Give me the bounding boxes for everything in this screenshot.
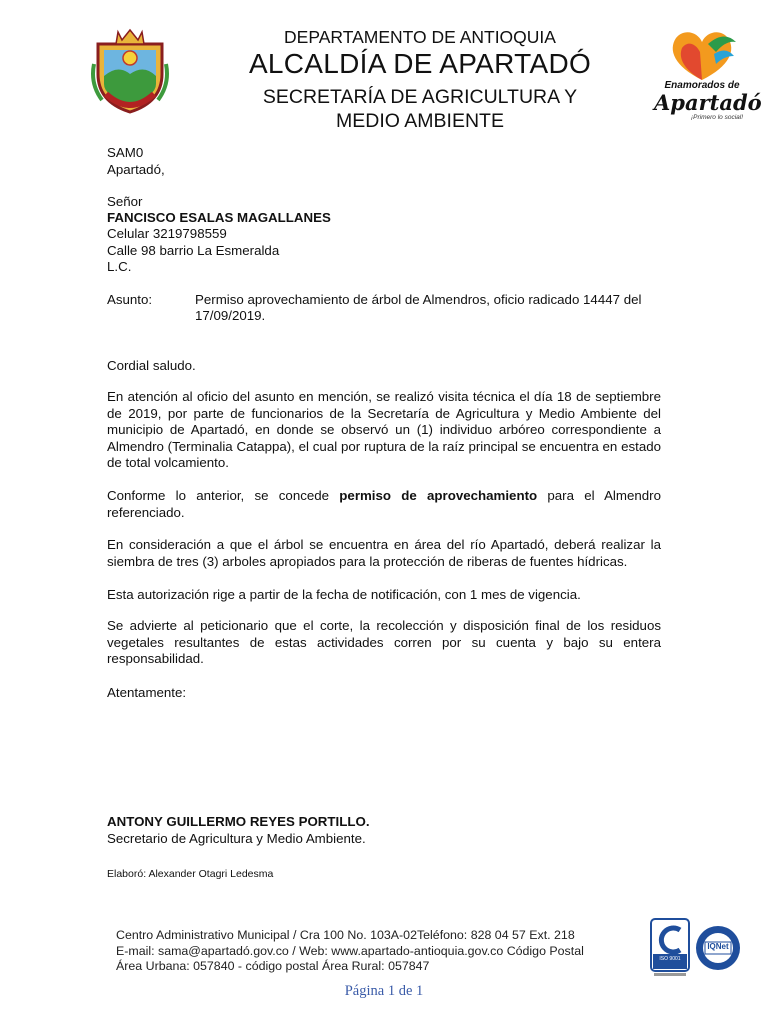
recipient-address: Calle 98 barrio La Esmeralda — [107, 243, 280, 258]
subject-label: Asunto: — [107, 292, 153, 307]
signer-name: ANTONY GUILLERMO REYES PORTILLO. — [107, 814, 370, 829]
page-number: Página 1 de 1 — [344, 983, 424, 999]
paragraph-permission-bold: permiso de aprovechamiento — [339, 488, 538, 503]
footer-line2: E-mail: sama@apartadó.gov.co / Web: www.apartado-antioquia.gov.co Código Postal — [116, 943, 584, 958]
paragraph-permission-after: para el Almendro referenciado. — [107, 488, 661, 520]
header-secretariat-line2: MEDIO AMBIENTE — [336, 110, 504, 132]
subject-line1: Permiso aprovechamiento de árbol de Almendros, oficio radicado 14447 del — [195, 292, 642, 307]
prepared-by: Elaboró: Alexander Otagri Ledesma — [107, 868, 274, 880]
subject-line2: 17/09/2019. — [195, 308, 266, 323]
signer-title: Secretario de Agricultura y Medio Ambiente. — [107, 831, 366, 846]
heart-logo-icon — [654, 26, 750, 82]
letter-reference: SAM0 — [107, 145, 144, 160]
recipient-city: L.C. — [107, 259, 132, 274]
municipal-coat-of-arms — [88, 24, 172, 116]
paragraph-permission — [107, 488, 661, 521]
header-mayor-office: ALCALDÍA DE APARTADÓ — [248, 48, 592, 79]
paragraph-permission-before: Conforme lo anterior, se concede — [107, 488, 340, 503]
logo-slogan-sub: ¡Primero lo social! — [690, 114, 743, 121]
enamorados-de-apartado-logo — [654, 26, 762, 126]
icontec-certification-logo — [650, 918, 690, 980]
header-secretariat-line1: SECRETARÍA DE AGRICULTURA Y — [262, 86, 578, 108]
header-department: DEPARTAMENTO DE ANTIOQUIA — [284, 27, 556, 47]
paragraph-validity: Esta autorización rige a partir de la fecha de notificación, con 1 mes de vigencia. — [107, 587, 581, 602]
logo-slogan-script: Apartadó — [654, 90, 762, 115]
icontec-icon — [650, 918, 690, 980]
iqnet-certification-logo — [694, 924, 742, 978]
footer-address — [116, 928, 596, 975]
logo-slogan-top: Enamorados de — [664, 80, 740, 91]
closing: Atentamente: — [107, 685, 187, 700]
cert2-label: IQNet — [707, 942, 729, 951]
paragraph-visit: En atención al oficio del asunto en mención, se realizó visita técnica el día 18 de septiembre de 2019, por parte de funcionarios de la Secretaría de Agricultura y Medio Ambiente del municipio de Apartadó, en donde se observó un (1) individuo arbóreo correspondiente a Almendro (Terminalia Catappa), el cual por ruptura de la raíz principal se encuentra en estado de total volcamiento. — [107, 389, 661, 470]
salutation-title: Señor — [107, 194, 143, 209]
greeting: Cordial saludo. — [107, 358, 196, 373]
footer-line1: Centro Administrativo Municipal / Cra 100 No. 103A-02Teléfono: 828 04 57 Ext. 218 — [116, 928, 575, 942]
footer-line3: Área Urbana: 057840 - código postal Área Rural: 057847 — [116, 959, 430, 973]
recipient-phone: Celular 3219798559 — [107, 226, 227, 241]
cert1-label: ISO 9001 — [659, 956, 681, 962]
recipient-name: FANCISCO ESALAS MAGALLANES — [107, 210, 331, 225]
letter-place: Apartadó, — [107, 162, 165, 177]
paragraph-responsibility: Se advierte al peticionario que el corte, la recolección y disposición final de los residuos vegetales resultantes de estas actividades corren por su cuenta y bajo su entera responsabilidad. — [107, 618, 661, 666]
paragraph-planting: En consideración a que el árbol se encuentra en área del río Apartadó, deberá realizar la siembra de tres (3) arboles apropiados para la protección de riberas de fuentes hídricas. — [107, 537, 661, 569]
